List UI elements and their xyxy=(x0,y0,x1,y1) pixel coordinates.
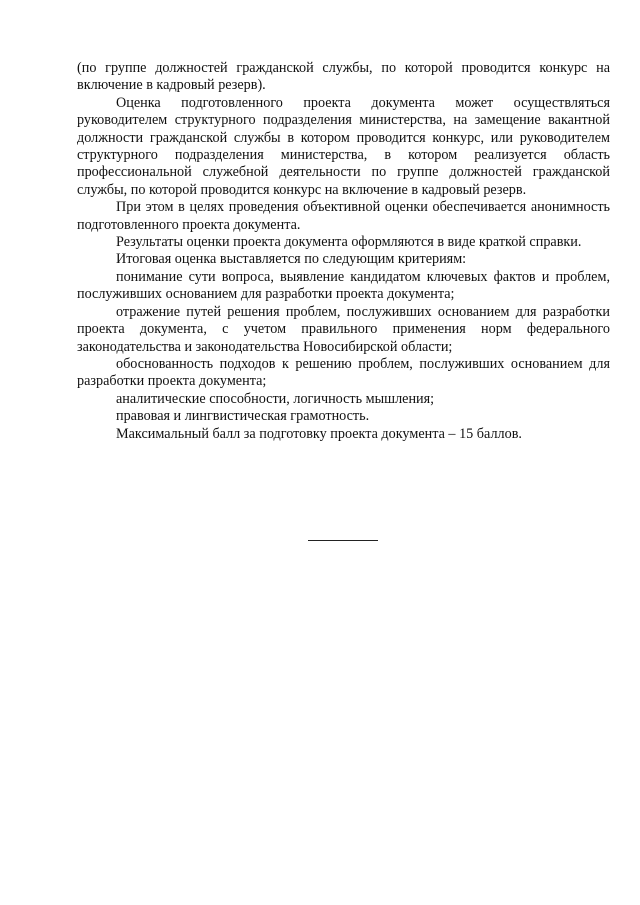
paragraph-criteria-intro: Итоговая оценка выставляется по следующим критериям: xyxy=(116,251,467,268)
paragraph-results: Результаты оценки проекта документа оформляются в виде краткой справки. xyxy=(116,234,582,251)
criterion-understanding: понимание сути вопроса, выявление кандидатом ключевых фактов и проблем, послуживших основанием для разработки проекта документа; xyxy=(77,268,610,303)
end-separator-line xyxy=(308,540,378,541)
criterion-justification: обоснованность подходов к решению проблем, послуживших основанием для разработки проекта документа; xyxy=(77,355,610,390)
paragraph-continuation: (по группе должностей гражданской службы, по которой проводится конкурс на включение в кадровый резерв). xyxy=(77,60,610,94)
paragraph-anonymity: При этом в целях проведения объективной оценки обеспечивается анонимность подготовленного проекта документа. xyxy=(77,199,610,233)
paragraph-max-score: Максимальный балл за подготовку проекта документа – 15 баллов. xyxy=(116,425,522,442)
criterion-literacy: правовая и лингвистическая грамотность. xyxy=(116,408,370,425)
criterion-solutions: отражение путей решения проблем, послуживших основанием для разработки проекта документа, с учетом правильного применения норм федерального законодательства и законодательства Новосибирской области; xyxy=(77,303,610,355)
document-body xyxy=(77,60,610,443)
paragraph-evaluation-by-head: Оценка подготовленного проекта документа может осуществляться руководителем структурного подразделения министерства, на замещение вакантной должности гражданской службы в котором проводится конкурс, или руководителем структурного подразделения министерства, в котором реализуется область профессиональной служебной деятельности по группе должностей гражданской службы, по которой проводится конкурс на включение в кадровый резерв. xyxy=(77,94,610,198)
criterion-analytical: аналитические способности, логичность мышления; xyxy=(116,390,435,407)
